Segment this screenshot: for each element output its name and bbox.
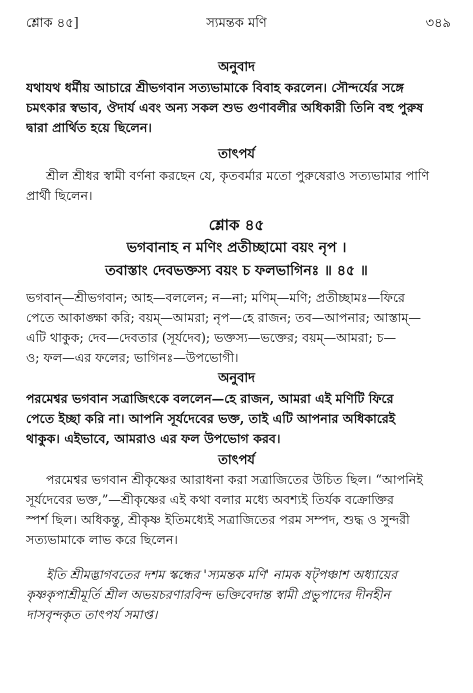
text-line: থাকুক। এইভাবে, আমরাও এর ফল উপভোগ করব।	[26, 431, 281, 446]
verse-heading: শ্লোক ৪৫	[208, 216, 265, 234]
translation-heading: অনুবাদ	[218, 371, 255, 386]
text-line: দ্বারা প্রার্থিত হয়ে ছিলেন।	[26, 120, 152, 135]
text-line: স্পর্শ ছিল। অধিকন্তু, শ্রীকৃষ্ণ ইতিমধ্যেই সত্রাজিতের পরম সম্পদ, শুদ্ধ ও সুন্দরী	[26, 512, 410, 527]
translation-heading: অনুবাদ	[218, 60, 255, 75]
purport-heading: তাৎপর্য	[218, 453, 255, 468]
word-for-word-synonyms	[26, 288, 452, 368]
chapter-colophon	[26, 565, 452, 625]
translation-paragraph	[26, 78, 452, 138]
translation-paragraph	[26, 389, 452, 449]
page-number: ৩৪৯	[425, 16, 451, 31]
text-line: ইতি শ্রীমদ্ভাগবতের দশম স্কন্ধের 'স্যমন্তক মণি' নামক ষট্‌পঞ্চাশ অধ্যায়ের	[46, 567, 398, 582]
purport-heading: তাৎপর্য	[218, 147, 255, 162]
text-line: ভগবান্—শ্রীভগবান; আহ—বললেন; ন—না; মণিম্—মণি; প্রতীচ্ছামঃ—ফিরে	[26, 290, 405, 305]
verse-line: তবাস্তাং দেবভক্তস্য বয়ং চ ফলভাগিনঃ ॥ ৪৫ ॥	[105, 263, 368, 279]
text-line: ও; ফল—এর ফলের; ভাগিনঃ—উপভোগী।	[26, 350, 239, 365]
text-line: যথাযথ ধর্মীয় আচারে শ্রীভগবান সত্যভামাকে বিবাহ করলেন। সৌন্দর্যের সঙ্গে	[26, 80, 404, 95]
text-line: সত্যভামাকে লাভ করে ছিলেন।	[26, 532, 178, 547]
purport-paragraph	[26, 166, 452, 206]
verse-line: ভগবানাহ ন মণিং প্রতীচ্ছামো বয়ং নৃপ ।	[126, 240, 347, 256]
text-line: দাসবৃন্দকৃত তাৎপর্য সমাপ্ত।	[26, 607, 158, 622]
text-line: প্রার্থী ছিলেন।	[26, 188, 93, 203]
header-chapter-title: স্যমন্তক মণি	[206, 16, 267, 31]
header-verse-ref: শ্লোক ৪৫]	[26, 16, 79, 31]
purport-paragraph	[26, 470, 452, 550]
text-line: এটি থাকুক; দেব—দেবতার (সূর্যদেব); ভক্তস্য—ভক্তের; বয়ম্—আমরা; চ—	[26, 330, 397, 345]
text-line: পরমেশ্বর ভগবান শ্রীকৃষ্ণের আরাধনা করা সত্রাজিতের উচিত ছিল। “আপনিই	[46, 472, 423, 487]
text-line: পরমেশ্বর ভগবান সত্রাজিৎকে বললেন—হে রাজন, আমরা এই মণিটি ফিরে	[26, 391, 394, 406]
text-line: পেতে ইচ্ছা করি না। আপনি সূর্যদেবের ভক্ত, তাই এটি আপনার অধিকারেই	[26, 411, 396, 426]
text-line: সূর্যদেবের ভক্ত,”—শ্রীকৃষ্ণের এই কথা বলার মধ্যে অবশ্যই তির্যক বক্রোক্তির	[26, 492, 394, 507]
text-line: চমৎকার স্বভাব, ঔদার্য এবং অন্য সকল শুভ গুণাবলীর অধিকারী তিনি বহু পুরুষ	[26, 100, 424, 115]
text-line: কৃষ্ণকৃপাশ্রীমূর্তি শ্রীল অভয়চরণারবিন্দ ভক্তিবেদান্ত স্বামী প্রভুপাদের দীনহীন	[26, 587, 390, 602]
text-line: শ্রীল শ্রীধর স্বামী বর্ণনা করছেন যে, কৃতবর্মার মতো পুরুষেরাও সত্যভামার পাণি	[46, 168, 430, 183]
text-line: পেতে আকাঙ্ক্ষা করি; বয়ম্—আমরা; নৃপ—হে রাজন; তব—আপনার; আস্তাম্—	[26, 310, 421, 325]
